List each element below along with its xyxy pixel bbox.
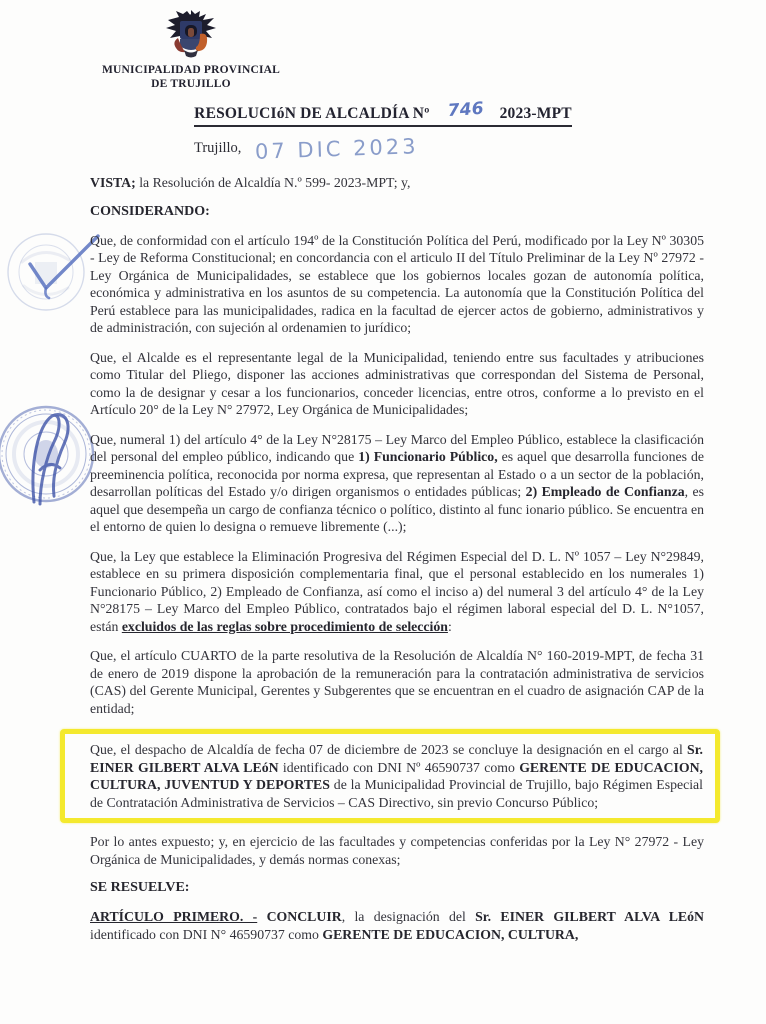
text-segment: Por lo antes expuesto; y, en ejercicio de las facultades y competencias conferidas por la Ley N° 27972 - Ley Orgánica de Municipalidades, y demás normas conexas;	[90, 834, 704, 867]
text-segment: Que, de conformidad con el artículo 194º de la Constitución Política del Perú, modificado por la Ley Nº 30305 - Ley de Reforma Constitucional; en concordancia con el articulo II del Título Preliminar de la Ley Nº 27972 - Ley Orgánica de Municipalidades, se establece que los gobiernos locales gozan de autonomía política, económica y administrativa en los asuntos de su competencia. La autonomía que la Constitución Política del Perú establece para las municipalidades, radica en la facultad de ejercer actos de gobierno, administrativos y de administración, con sujeción al ordenamien to jurídico;	[90, 232, 704, 335]
place-and-date-row	[194, 134, 419, 164]
closing-considerando-paragraph	[90, 833, 704, 868]
text-segment: Sr. EINER GILBERT ALVA LEóN	[90, 742, 703, 775]
text-segment: Que, el despacho de Alcaldía de fecha 07 de diciembre de 2023 se concluye la designación en el cargo al	[90, 742, 688, 757]
text-segment: Que, el artículo CUARTO de la parte resolutiva de la Resolución de Alcaldía N° 160-2019-MPT, de fecha 31 de enero de 2019 dispone la aprobación de la remuneración para la contratación administrativa de servicios (CAS) del Gerente Municipal, Gerentes y Subgerentes que se encuentran en el cuadro de asignación CAP de la entidad;	[90, 648, 704, 716]
highlighted-paragraph	[90, 741, 703, 811]
highlighted-annotation-box	[60, 729, 720, 823]
text-segment: 1) Funcionario Público,	[358, 449, 498, 464]
text-segment: CONCLUIR	[266, 909, 342, 924]
text-segment: Que, numeral 1) del artículo 4° de la Ley N°28175 – Ley Marco del Empleo Público, establece la clasificación del personal del empleo público, indicando que	[90, 431, 704, 464]
text-segment: GERENTE DE EDUCACION, CULTURA, JUVENTUD Y DEPORTES	[90, 759, 703, 792]
org-name-line2: DE TRUJILLO	[151, 77, 231, 90]
text-segment	[257, 909, 266, 924]
text-segment: identificado con DNI Nº 46590737 como	[278, 759, 520, 775]
text-segment: 2) Empleado de Confianza	[525, 484, 685, 499]
articulo-primero-paragraph	[90, 908, 704, 943]
text-segment: , es aquel que desempeña un cargo de confianza técnico o político, distinto al func ionario público. Se encuentra en el entorno de quien lo designa o remueve libremente (...);	[90, 484, 704, 534]
text-segment: Que, la Ley que establece la Eliminación Progresiva del Régimen Especial del D. L. Nº 1057 – Ley N°29849, establece en su primera disposición complementaria final, que el personal establecido en los numerales 1) Funcionario Público, 2) Empleado de Confianza, así como el inciso a) del numeral 3 del artículo 4° de la Ley N°28175 – Ley Marco del Empleo Público, contratados bajo el régimen laboral especial del D. L. N°1057, están	[90, 548, 704, 634]
municipal-coat-of-arms-icon	[162, 8, 220, 62]
org-name-line1: MUNICIPALIDAD PROVINCIAL	[101, 64, 281, 76]
text-segment: de la Municipalidad Provincial de Trujillo, bajo Régimen Especial de Contratación Administrativa de Servicios – CAS Directivo, sin previo Concurso Público;	[90, 777, 704, 810]
text-segment: excluidos de las reglas sobre procedimiento de selección	[121, 618, 448, 634]
text-segment: ARTÍCULO PRIMERO. -	[90, 909, 258, 924]
text-segment: Sr. EINER GILBERT ALVA LEóN	[475, 909, 704, 924]
document-body	[90, 174, 704, 955]
considerando-paragraph-1	[90, 232, 704, 337]
resolution-title	[194, 98, 572, 127]
text-segment: :	[447, 618, 452, 634]
resolution-title-suffix: 2023-MPT	[499, 105, 572, 122]
document-header	[86, 8, 296, 91]
se-resuelve-heading: SE RESUELVE:	[90, 880, 190, 895]
considerando-paragraph-3	[90, 431, 704, 536]
date-stamp: 07 DIC 2023	[254, 134, 419, 164]
considerando-paragraph-4	[90, 548, 704, 636]
text-segment: la Resolución de Alcaldía N.º 599- 2023-MPT; y,	[135, 175, 411, 190]
resolution-title-prefix: RESOLUCIóN DE ALCALDÍA Nº	[194, 105, 430, 122]
place-label: Trujillo,	[194, 140, 242, 156]
considerando-paragraph-2	[90, 349, 704, 419]
text-segment: identificado con DNI N° 46590737 como	[90, 926, 323, 942]
text-segment: VISTA;	[90, 175, 136, 190]
resolution-number-handwritten: 746	[446, 98, 485, 122]
text-segment: GERENTE DE EDUCACION, CULTURA,	[322, 926, 579, 942]
text-segment: Que, el Alcalde es el representante legal de la Municipalidad, teniendo entre sus facultades y atribuciones como Titular del Pliego, disponer las acciones administrativas que correspondan del Sistema de Personal, como la de designar y cesar a los funcionarios, conceder licencias, entre otros, conforme a lo previsto en el Artículo 20° de la Ley N° 27972, Ley Orgánica de Municipalidades;	[90, 349, 704, 417]
text-segment: es aquel que desarrolla funciones de preeminencia política, reconocida por norma expresa, que representan al Estado o a un sector de la población, desarrollan políticas del Estado y/o dirigen organismos o entidades públicas;	[90, 449, 704, 499]
considerando-heading: CONSIDERANDO:	[90, 203, 210, 219]
resolution-title-row	[0, 98, 766, 127]
vista-paragraph	[90, 174, 704, 192]
text-segment: , la designación del	[341, 909, 476, 924]
considerando-paragraph-5	[90, 647, 704, 717]
